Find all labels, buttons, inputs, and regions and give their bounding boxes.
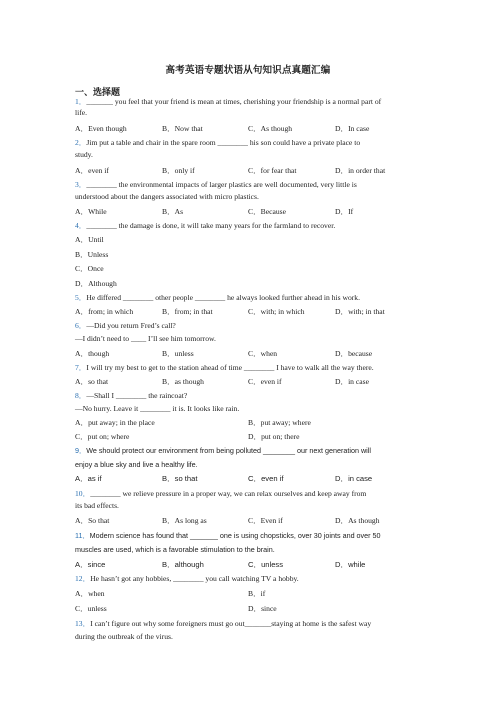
option-c[interactable]: C．Even if [248,516,283,525]
option-d[interactable]: D．because [335,349,373,358]
option-c[interactable]: C．unless [75,604,107,613]
question-10: 10．________ we relieve pressure in a proper way, we can relax ourselves and keep away from [75,489,367,498]
question-6: 6．—Did you return Fred’s call? [75,321,176,330]
option-d[interactable]: D．with; in that [335,307,385,316]
option-c[interactable]: C．As though [248,124,293,133]
option-a[interactable]: A．as if [75,474,102,483]
option-d[interactable]: D．in order that [335,166,386,175]
option-b[interactable]: B．put away; where [248,418,311,427]
option-a[interactable]: A．from; in which [75,307,134,316]
question-2-cont: study. [75,150,93,159]
question-4: 4．________ the damage is done, it will take many years for the farmland to recover. [75,221,336,230]
question-9-cont: enjoy a blue sky and live a healthy life. [75,460,198,469]
option-c[interactable]: C．unless [248,560,284,569]
option-b[interactable]: B．from; in that [162,307,213,316]
document-title: 高考英语专题状语从句知识点真题汇编 [165,66,331,76]
section-heading: 一、选择题 [75,87,121,97]
question-2: 2．Jim put a table and chair in the spare room ________ his son could have a private place to [75,138,361,147]
question-5: 5．He differed ________ other people ________ he always looked further ahead in his work. [75,293,360,302]
option-a[interactable]: A．though [75,349,110,358]
option-c[interactable]: C．with; in which [248,307,305,316]
option-a[interactable]: A．when [75,589,105,598]
question-7: 7．I will try my best to get to the station ahead of time ________ I have to walk all the way there. [75,363,374,372]
option-c[interactable]: C．even if [248,377,282,386]
option-a[interactable]: A．even if [75,166,109,175]
option-b[interactable]: B．unless [162,349,194,358]
question-8: 8．—Shall I ________ the raincoat? [75,391,188,400]
option-d[interactable]: D．If [335,207,354,216]
question-11-cont: muscles are used, which is a favorable stimulation to the brain. [75,545,275,554]
option-a[interactable]: A．since [75,560,106,569]
option-c[interactable]: C．put on; where [75,432,130,441]
option-b[interactable]: B．if [248,589,266,598]
question-13-cont: during the outbreak of the virus. [75,632,173,641]
option-b[interactable]: B．as though [162,377,204,386]
option-b[interactable]: B．only if [162,166,195,175]
option-a[interactable]: A．Even though [75,124,127,133]
option-d[interactable]: D．As though [335,516,380,525]
option-b[interactable]: B．so that [162,474,198,483]
option-c[interactable]: C．Once [75,264,104,273]
option-b[interactable]: B．although [162,560,204,569]
option-a[interactable]: A．Until [75,235,104,244]
question-13: 13．I can’t figure out why some foreigners must go out_______staying at home is the safest way [75,619,372,628]
question-1-cont: life. [75,108,88,117]
question-3: 3．________ the environmental impacts of larger plastics are well documented, very little is [75,180,357,189]
option-a[interactable]: A．So that [75,516,110,525]
option-c[interactable]: C．for fear that [248,166,297,175]
question-8-cont: —No hurry. Leave it ________ it is. It looks like rain. [75,404,240,413]
option-d[interactable]: D．In case [335,124,370,133]
question-6-cont: —I didn’t need to ____ I’ll see him tomorrow. [75,334,216,343]
option-d[interactable]: D．in case [335,474,373,483]
option-a[interactable]: A．so that [75,377,109,386]
question-3-cont: understood about the dangers associated with micro plastics. [75,192,259,201]
option-b[interactable]: B．Now that [162,124,203,133]
question-1: 1．_______ you feel that your friend is mean at times, cherishing your friendship is a normal part of [75,97,382,106]
question-12: 12．He hasn’t got any hobbies, ________ you call watching TV a hobby. [75,574,299,583]
option-c[interactable]: C．when [248,349,278,358]
option-c[interactable]: C．Because [248,207,286,216]
question-10-cont: its bad effects. [75,501,119,510]
option-a[interactable]: A．put away; in the place [75,418,155,427]
option-b[interactable]: B．As long as [162,516,207,525]
option-b[interactable]: B．Unless [75,250,109,259]
option-c[interactable]: C．even if [248,474,284,483]
option-a[interactable]: A．While [75,207,107,216]
question-9: 9．We should protect our environment from being polluted ________ our next generation will [75,446,371,455]
option-b[interactable]: B．As [162,207,184,216]
option-d[interactable]: D．while [335,560,366,569]
option-d[interactable]: D．put on; there [248,432,300,441]
question-11: 11．Modern science has found that _______ one is using chopsticks, over 30 joints and over 50 [75,531,381,540]
option-d[interactable]: D．in case [335,377,369,386]
option-d[interactable]: D．since [248,604,277,613]
option-d[interactable]: D．Although [75,279,117,288]
